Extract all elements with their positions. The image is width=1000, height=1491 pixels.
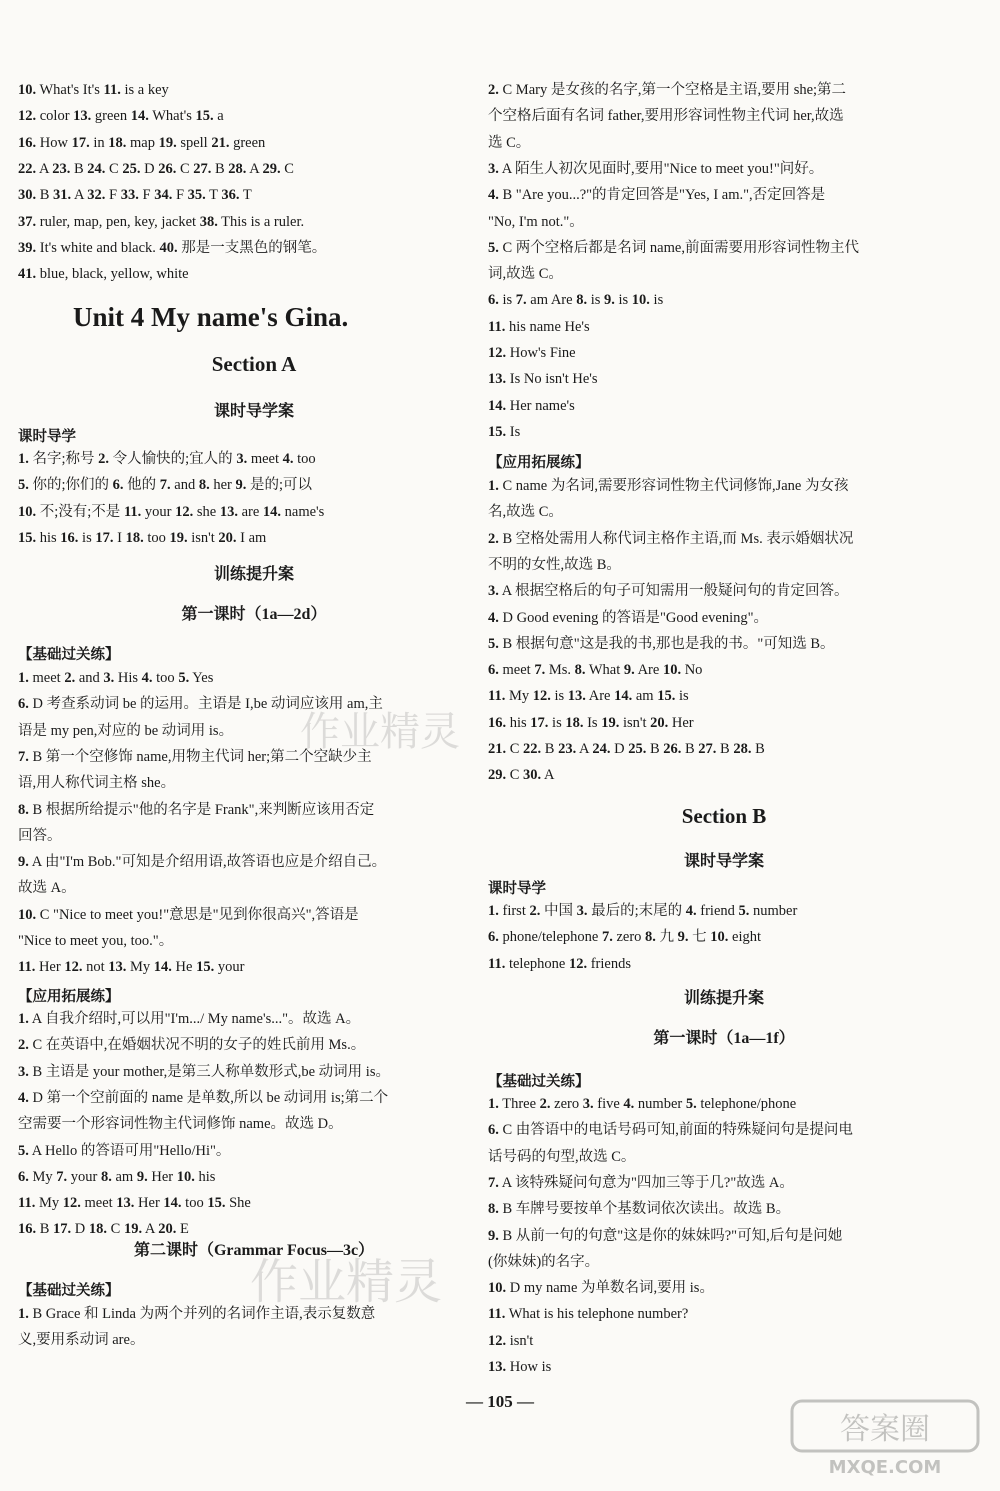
text-line: 7. B 第一个空修饰 name,用物主代词 her;第二个空缺少主 — [18, 748, 372, 765]
text-line: 11. telephone 12. friends — [488, 955, 631, 972]
text-line: 不明的女性,故选 B。 — [488, 556, 621, 573]
text-line: 6. is 7. am Are 8. is 9. is 10. is — [488, 292, 664, 309]
text-line: 1. A 自我介绍时,可以用"I'm.../ My name's..."。故选 A。 — [18, 1011, 361, 1027]
text-line: 10. C "Nice to meet you!"意思是"见到你很高兴",答语是 — [18, 906, 359, 923]
text-line: 9. A 由"I'm Bob."可知是介绍用语,故答语也应是介绍自己。 — [18, 854, 387, 871]
text-line: 13. Is No isn't He's — [488, 371, 598, 388]
svg-text:答案圈: 答案圈 — [840, 1412, 930, 1447]
text-line: 3. B 主语是 your mother,是第三人称单数形式,be 动词用 is。 — [18, 1063, 390, 1080]
right-basic-label: 【基础过关练】 — [488, 1074, 590, 1090]
right-guide-label: 课时导学 — [488, 881, 546, 897]
basic2-label: 【基础过关练】 — [18, 1283, 120, 1299]
text-line: 12. color 13. green 14. What's 15. a — [18, 108, 224, 125]
watermark-logo — [790, 1399, 980, 1479]
text-line: 1. B Grace 和 Linda 为两个并列的名词作主语,表示复数意 — [18, 1306, 376, 1322]
text-line: 11. Her 12. not 13. My 14. He 15. your — [18, 959, 245, 976]
text-line: 选 C。 — [488, 134, 531, 151]
stamp-mark-2 — [240, 1240, 500, 1320]
text-line: 6. My 7. your 8. am 9. Her 10. his — [18, 1168, 216, 1185]
text-line: 4. B "Are you...?"的肯定回答是"Yes, I am.",否定回答是 — [488, 187, 826, 204]
text-line: 11. My 12. is 13. Are 14. am 15. is — [488, 688, 689, 705]
stamp-mark — [290, 690, 490, 770]
text-line: 5. B 根据句意"这是我的书,那也是我的书。"可知选 B。 — [488, 635, 835, 652]
text-line: 1. C name 为名词,需要形容词性物主代词修饰,Jane 为女孩 — [488, 478, 849, 494]
text-line: 6. C 由答语中的电话号码可知,前面的特殊疑问句是提问电 — [488, 1122, 853, 1139]
svg-text:作业精灵: 作业精灵 — [300, 709, 460, 755]
text-line: 回答。 — [18, 827, 62, 844]
right-guide-case-title: 课时导学案 — [683, 853, 764, 870]
text-line: 39. It's white and black. 40. 那是一支黑色的钢笔。 — [18, 239, 327, 256]
text-line: 5. A Hello 的答语可用"Hello/Hi"。 — [18, 1142, 231, 1159]
text-line: 11. What is his telephone number? — [488, 1306, 689, 1323]
text-line: 词,故选 C。 — [488, 266, 563, 283]
text-line: 16. How 17. in 18. map 19. spell 21. green — [18, 134, 266, 151]
text-line: 语是 my pen,对应的 be 动词用 is。 — [18, 722, 234, 739]
text-line: 10. D my name 为单数名词,要用 is。 — [488, 1280, 714, 1297]
extend-label: 【应用拓展练】 — [18, 989, 120, 1005]
right-extend-label: 【应用拓展练】 — [488, 455, 590, 471]
text-line: 15. Is — [488, 423, 521, 440]
text-line: 16. B 17. D 18. C 19. A 20. E — [18, 1221, 189, 1238]
text-line: 29. C 30. A — [488, 767, 555, 784]
text-line: 2. C 在英语中,在婚姻状况不明的女子的姓氏前用 Ms.。 — [18, 1037, 366, 1054]
guide-case-title: 课时导学案 — [213, 403, 294, 420]
text-line: 11. his name He's — [488, 318, 590, 335]
section-b-title: Section B — [681, 804, 767, 828]
text-line: 1. meet 2. and 3. His 4. too 5. Yes — [18, 670, 214, 686]
lesson2-title: 第二课时（Grammar Focus—3c） — [133, 1242, 375, 1259]
text-line: 10. What's It's 11. is a key — [18, 82, 169, 98]
text-line: "No, I'm not."。 — [488, 213, 584, 230]
text-line: 14. Her name's — [488, 397, 575, 414]
text-line: 7. A 该特殊疑问句意为"四加三等于几?"故选 A。 — [488, 1174, 794, 1191]
right-training-title: 训练提升案 — [683, 990, 764, 1007]
text-line: 6. D 考查系动词 be 的运用。主语是 I,be 动词应该用 am,主 — [18, 696, 383, 713]
text-line: 1. Three 2. zero 3. five 4. number 5. telephone/phone — [488, 1096, 797, 1112]
text-line: 8. B 车牌号要按单个基数词依次读出。故选 B。 — [488, 1201, 791, 1218]
text-line: 9. B 从前一句的句意"这是你的妹妹吗?"可知,后句是问她 — [488, 1227, 843, 1244]
section-a-title: Section A — [211, 352, 297, 376]
text-line: 6. meet 7. Ms. 8. What 9. Are 10. No — [488, 662, 703, 679]
guide-label: 课时导学 — [18, 429, 76, 445]
text-line: (你妹妹)的名字。 — [488, 1253, 600, 1270]
text-line: 名,故选 C。 — [488, 504, 563, 521]
text-line: 2. C Mary 是女孩的名字,第一个空格是主语,要用 she;第二 — [488, 82, 847, 98]
text-line: 16. his 17. is 18. Is 19. isn't 20. Her — [488, 714, 694, 731]
text-line: 语,用人称代词主格 she。 — [18, 775, 176, 792]
text-line: 3. A 根据空格后的句子可知需用一般疑问句的肯定回答。 — [488, 583, 849, 600]
text-line: 13. How is — [488, 1359, 552, 1375]
text-line: 6. phone/telephone 7. zero 8. 九 9. 七 10. eight — [488, 929, 762, 946]
svg-text:作业精灵: 作业精灵 — [250, 1254, 443, 1310]
text-line: 个空格后面有名词 father,要用形容词性物主代词 her,故选 — [488, 108, 844, 125]
text-line: 10. 不;没有;不是 11. your 12. she 13. are 14. name's — [18, 503, 325, 520]
text-line: 22. A 23. B 24. C 25. D 26. C 27. B 28. A 29. C — [18, 160, 294, 177]
training-title: 训练提升案 — [213, 566, 294, 583]
text-line: 37. ruler, map, pen, key, jacket 38. This is a ruler. — [18, 213, 305, 230]
text-line: 8. B 根据所给提示"他的名字是 Frank",来判断应该用否定 — [18, 801, 375, 818]
text-line: 义,要用系动词 are。 — [18, 1332, 145, 1349]
text-line: 5. C 两个空格后都是名词 name,前面需要用形容词性物主代 — [488, 239, 859, 256]
text-line: 5. 你的;你们的 6. 他的 7. and 8. her 9. 是的;可以 — [18, 477, 313, 494]
text-line: "Nice to meet you, too."。 — [18, 933, 174, 949]
text-line: 12. isn't — [488, 1332, 534, 1349]
page-number: — 105 — — [466, 1392, 534, 1411]
text-line: 1. first 2. 中国 3. 最后的;末尾的 4. friend 5. number — [488, 903, 798, 919]
text-line: 41. blue, black, yellow, white — [18, 266, 189, 283]
text-line: 4. D Good evening 的答语是"Good evening"。 — [488, 609, 769, 626]
text-line: 1. 名字;称号 2. 令人愉快的;宜人的 3. meet 4. too — [18, 451, 316, 467]
basic-label: 【基础过关练】 — [18, 647, 120, 663]
text-line: 30. B 31. A 32. F 33. F 34. F 35. T 36. T — [18, 187, 252, 204]
text-line: 3. A 陌生人初次见面时,要用"Nice to meet you!"问好。 — [488, 160, 824, 177]
text-line: 11. My 12. meet 13. Her 14. too 15. She — [18, 1195, 251, 1212]
text-line: 空需要一个形容词性物主代词修饰 name。故选 D。 — [18, 1116, 343, 1133]
text-line: 12. How's Fine — [488, 345, 576, 361]
text-line: 2. B 空格处需用人称代词主格作主语,而 Ms. 表示婚姻状况 — [488, 530, 854, 547]
text-line: 15. his 16. is 17. I 18. too 19. isn't 20. I am — [18, 529, 267, 546]
right-lesson1-title: 第一课时（1a—1f） — [653, 1030, 795, 1047]
text-line: 4. D 第一个空前面的 name 是单数,所以 be 动词用 is;第二个 — [18, 1089, 389, 1106]
lesson1-title: 第一课时（1a—2d） — [181, 606, 327, 623]
unit-title: Unit 4 My name's Gina. — [73, 302, 349, 332]
text-line: 话号码的句型,故选 C。 — [488, 1148, 636, 1165]
watermark-text: MXQE.COM — [828, 1457, 942, 1478]
text-line: 21. C 22. B 23. A 24. D 25. B 26. B 27. B 28. B — [488, 741, 765, 757]
text-line: 故选 A。 — [18, 880, 76, 897]
